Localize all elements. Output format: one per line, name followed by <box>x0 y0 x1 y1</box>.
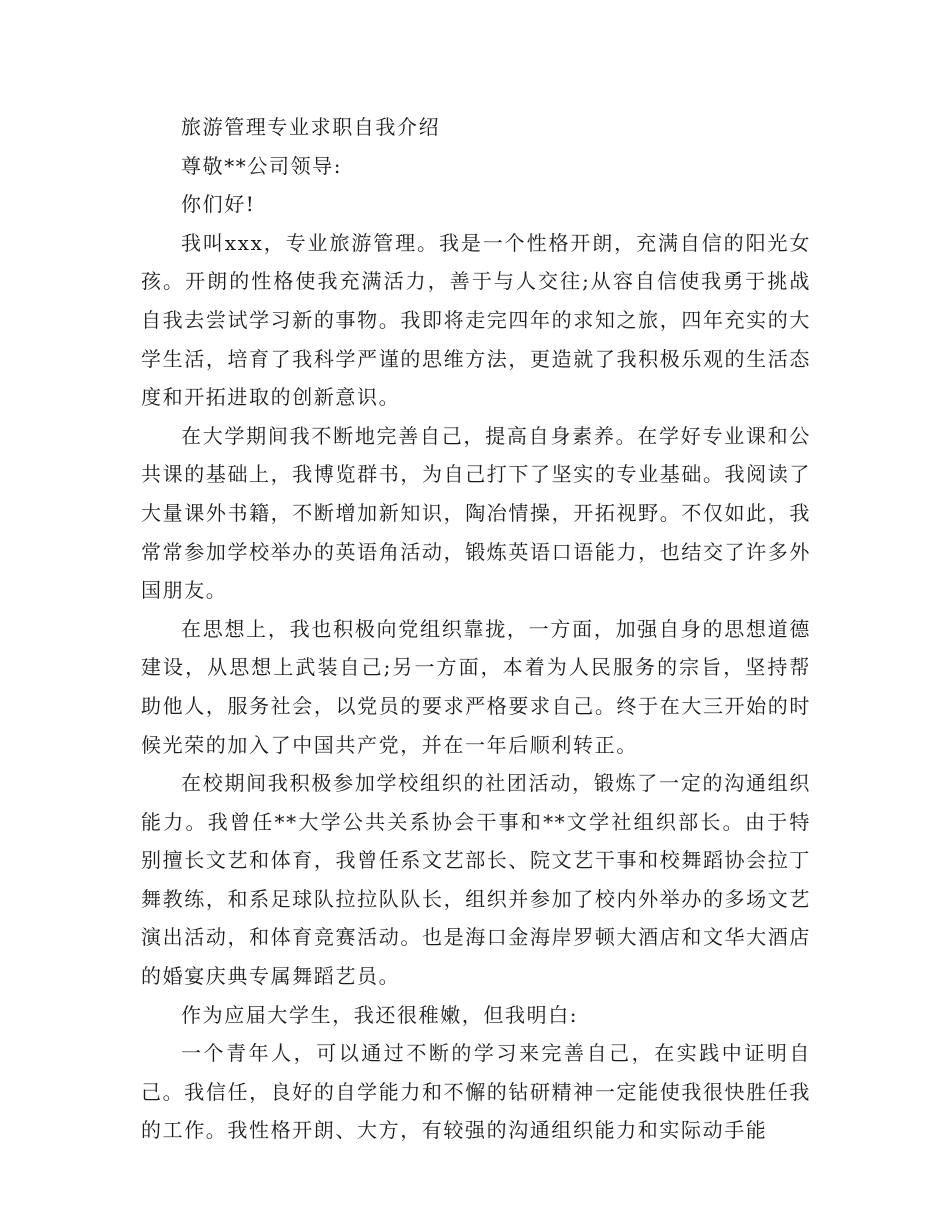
document-title: 旅游管理专业求职自我介绍 <box>181 115 441 139</box>
salutation: 尊敬**公司领导: <box>181 153 343 178</box>
paragraph-self-improvement: 一个青年人，可以通过不断的学习来完善自己，在实践中证明自己。我信任，良好的自学能力和不懈的钻研精神一定能使我很快胜任我的工作。我性格开朗、大方，有较强的沟通组织能力和实际动手能 <box>141 1041 811 1143</box>
document-body <box>141 108 811 1150</box>
paragraph-intro: 我叫xxx，专业旅游管理。我是一个性格开朗，充满自信的阳光女孩。开朗的性格使我充满活力，善于与人交往;从容自信使我勇于挑战自我去尝试学习新的事物。我即将走完四年的求知之旅，四年充实的大学生活，培育了我科学严谨的思维方法，更造就了我积极乐观的生活态度和开拓进取的创新意识。 <box>141 230 811 410</box>
paragraph-graduate: 作为应届大学生，我还很稚嫩，但我明白: <box>181 1002 579 1027</box>
paragraph-activities: 在校期间我积极参加学校组织的社团活动，锻炼了一定的沟通组织能力。我曾任**大学公共关系协会干事和**文学社组织部长。由于特别擅长文艺和体育，我曾任系文艺部长、院文艺干事和校舞蹈协会拉丁舞教练，和系足球队拉拉队队长，组织并参加了校内外举办的多场文艺演出活动，和体育竞赛活动。也是海口金海岸罗顿大酒店和文华大酒店的婚宴庆典专属舞蹈艺员。 <box>141 771 811 989</box>
greeting: 你们好! <box>181 192 256 217</box>
paragraph-study: 在大学期间我不断地完善自己，提高自身素养。在学好专业课和公共课的基础上，我博览群书，为自己打下了坚实的专业基础。我阅读了大量课外书籍，不断增加新知识，陶冶情操，开拓视野。不仅如此，我常常参加学校举办的英语角活动，锻炼英语口语能力，也结交了许多外国朋友。 <box>141 423 811 603</box>
paragraph-ideology: 在思想上，我也积极向党组织靠拢，一方面，加强自身的思想道德建设，从思想上武装自己;另一方面，本着为人民服务的宗旨，坚持帮助他人，服务社会，以党员的要求严格要求自己。终于在大三开始的时候光荣的加入了中国共产党，并在一年后顺利转正。 <box>141 616 811 757</box>
